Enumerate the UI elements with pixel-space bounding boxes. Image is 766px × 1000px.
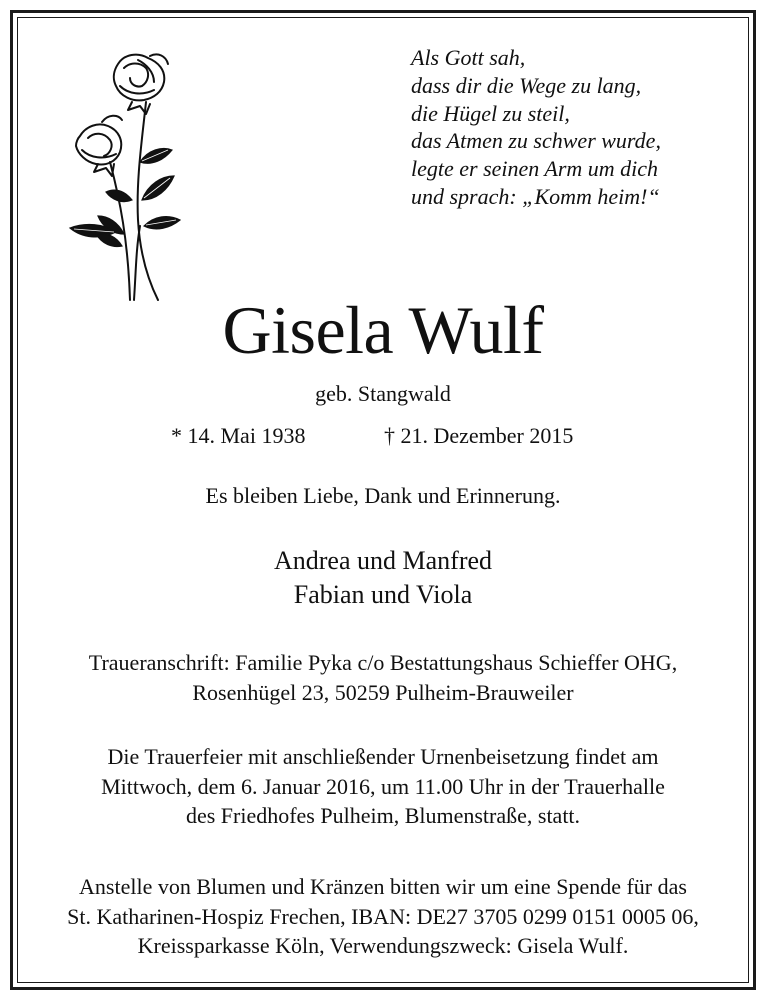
poem-line: und sprach: „Komm heim!“: [411, 183, 660, 209]
mourner-line: Andrea und Manfred: [273, 546, 493, 575]
birth-date: * 14. Mai 1938: [171, 423, 306, 448]
ceremony-line: Die Trauerfeier mit anschließender Urnenbeisetzung findet am: [107, 744, 659, 769]
donation-notice: [17, 872, 749, 961]
donation-line: Anstelle von Blumen und Kränzen bitten wir um eine Spende für das: [79, 874, 687, 899]
mourners: [17, 544, 749, 612]
deceased-name: Gisela Wulf: [222, 292, 544, 368]
death-date: † 21. Dezember 2015: [384, 423, 574, 448]
motto: Es bleiben Liebe, Dank und Erinnerung.: [205, 483, 561, 508]
poem-line: dass dir die Wege zu lang,: [411, 72, 642, 98]
poem-line: die Hügel zu steil,: [411, 100, 570, 126]
address-line: Traueranschrift: Familie Pyka c/o Bestattungshaus Schieffer OHG,: [88, 650, 678, 675]
ceremony-line: des Friedhofes Pulheim, Blumenstraße, statt.: [185, 803, 581, 828]
donation-line: Kreissparkasse Köln, Verwendungszweck: Gisela Wulf.: [137, 933, 629, 958]
poem-line: Als Gott sah,: [411, 45, 526, 70]
ceremony-line: Mittwoch, dem 6. Januar 2016, um 11.00 Uhr in der Trauerhalle: [101, 773, 665, 799]
address-line: Rosenhügel 23, 50259 Pulheim-Brauweiler: [192, 679, 574, 705]
mourning-address: [17, 648, 749, 707]
poem-line: legte er seinen Arm um dich: [411, 156, 659, 182]
ceremony-notice: [17, 742, 749, 831]
poem: [411, 44, 661, 211]
rose-illustration: [62, 50, 192, 306]
donation-line: St. Katharinen-Hospiz Frechen, IBAN: DE27 3705 0299 0151 0005 06,: [67, 903, 699, 929]
mourner-line: Fabian und Viola: [293, 580, 473, 609]
birth-name: geb. Stangwald: [315, 381, 451, 406]
poem-line: das Atmen zu schwer wurde,: [411, 128, 661, 154]
